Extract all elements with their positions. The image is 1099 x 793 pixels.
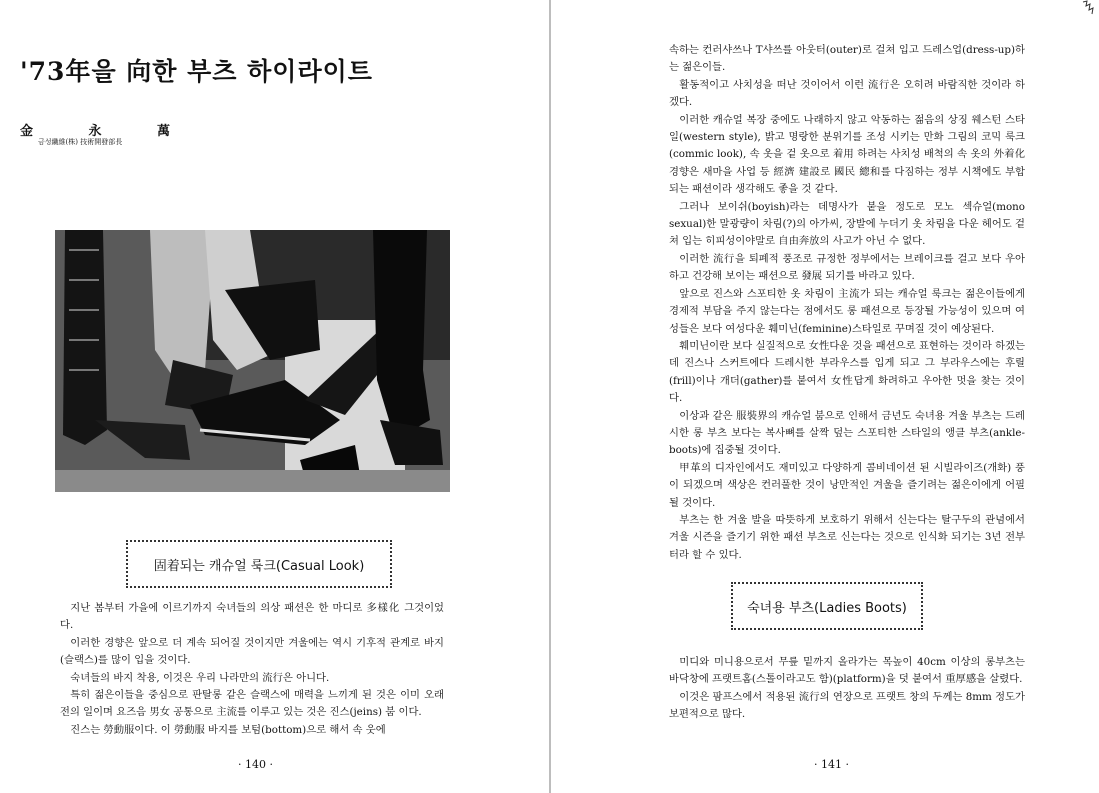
left-page [0, 0, 549, 793]
left-body-text [60, 600, 444, 739]
section-heading-box [126, 540, 392, 588]
right-page [551, 0, 1099, 793]
paragraph: 숙녀들의 바지 착용, 이것은 우리 나라만의 流行은 아니다. [70, 671, 330, 684]
paragraph: 이상과 같은 服裝界의 캐슈얼 붐으로 인해서 금년도 숙녀용 겨울 부츠는 드레시한 롱 부츠 보다는 복사뼈를 살짝 덮는 스포티한 스타일의 앵클 부츠(ankle-boots)에 집중될 것이다. [669, 409, 1025, 457]
author-char: 金 [20, 124, 34, 139]
paragraph: 특히 젊은이들을 중심으로 판탈롱 같은 슬랙스에 매력을 느끼게 된 것은 이미 오래 전의 일이며 요즈음 男女 공통으로 主流를 이루고 있는 것은 진스(jeins) 붐 이다. [60, 689, 444, 719]
paragraph: 이러한 流行을 퇴폐적 풍조로 규정한 정부에서는 브레이크를 걸고 보다 우아하고 건강해 보이는 패션으로 發展 되기를 바라고 있다. [669, 252, 1025, 283]
section-heading: 숙녀용 부츠(Ladies Boots) [743, 597, 911, 616]
scan-artifact-icon [1081, 0, 1095, 16]
section-heading: 固着되는 캐슈얼 룩크(Casual Look) [150, 555, 369, 574]
paragraph: 지난 봄부터 가을에 이르기까지 숙녀들의 의상 패션은 한 마디로 多樣化 그것이었다. [60, 602, 444, 632]
paragraph: 부츠는 한 겨울 발을 따뜻하게 보호하기 위해서 신는다는 탈구두의 관념에서 겨울 시즌을 즐기기 위한 패션 부츠로 신는다는 것으로 인식화 되기는 3년 전부터라 할 수 있다. [669, 513, 1025, 561]
paragraph: 미디와 미니용으로서 무릎 밑까지 올라가는 목높이 40cm 이상의 롱부츠는 바닥창에 프랫트홈(스톨이라고도 함)(platform)을 덧 붙여서 重厚感을 살렸다. [669, 656, 1025, 686]
paragraph: 이러한 경향은 앞으로 더 계속 되어질 것이지만 겨울에는 역시 기후적 관계로 바지(슬랙스)를 많이 입을 것이다. [60, 636, 444, 667]
page-number: · 141 · [814, 758, 849, 771]
paragraph: 훼미닌이란 보다 실질적으로 女性다운 것을 패션으로 표현하는 것이라 하겠는데 진스나 스커트에다 드레시한 부라우스를 입게 되고 그 부라우스에는 후릴(frill)이나 개더(gather)를 붙여서 女性답게 화려하고 우아한 멋을 찾는 것이다. [669, 339, 1025, 405]
paragraph: 甲革의 디자인에서도 재미있고 다양하게 콤비네이션 된 시빌라이즈(개화) 풍이 되겠으며 색상은 컨러풀한 것이 낭만적인 겨울을 즐기려는 젊은이에게 어필될 것이다. [669, 461, 1025, 509]
boots-photo-illustration [55, 230, 450, 492]
right-body-text-bottom [669, 654, 1025, 724]
author-char: 永 [88, 124, 102, 139]
author-char: 萬 [156, 124, 170, 139]
paragraph: 그러나 보이쉬(boyish)라는 데명사가 붙을 정도로 모노 섹슈얼(mono sexual)한 말광량이 차림(?)의 아가씨, 장발에 누더기 옷 차림을 다운 헤어도 겉쳐 입는 히피성이야말로 自由奔放의 사고가 아닌 수 없다. [669, 200, 1025, 248]
article-title: '73年을 向한 부츠 하이라이트 [20, 57, 373, 86]
page-number: · 140 · [238, 758, 273, 771]
boots-photo [55, 230, 450, 492]
paragraph: 진스는 勞動服이다. 이 勞動服 바지를 보텀(bottom)으로 해서 속 웃에 [70, 723, 386, 736]
paragraph: 속하는 컨러샤쓰나 T샤쓰를 아웃터(outer)로 걸쳐 입고 드레스업(dress-up)하는 젊은이들. [669, 44, 1025, 74]
author-affiliation: 금성纖維(株) 技術開發部長 [38, 138, 123, 146]
paragraph: 이러한 캐슈얼 복장 중에도 나래하지 않고 악동하는 젊음의 상징 웨스턴 스타일(western style), 밝고 명랑한 분위기를 조성 시키는 만화 그림의 코믹 룩크(commic look), 속 옷을 겉 옷으로 着用 하려는 사치성 배척의 속 옷의 外着化 경향은 새마을 사업 등 經濟 建設로 國民 總和를 다짐하는 정부 시책에도 부합되는 패션이라 생각해도 좋을 것 같다. [669, 113, 1025, 196]
section-heading-box [731, 582, 923, 630]
right-body-text-top [669, 42, 1025, 564]
paragraph: 활동적이고 사치성을 떠난 것이어서 이런 流行은 오히려 바람직한 것이라 하겠다. [669, 78, 1025, 109]
paragraph: 앞으로 진스와 스포티한 옷 차림이 主流가 되는 캐슈얼 룩크는 젊은이들에게 경제적 부담을 주지 않는다는 점에서도 롱 패션으로 등장될 가능성이 있으며 여성들은 보다 여성다운 훼미닌(feminine)스타일로 꾸며질 것이 예상된다. [669, 287, 1025, 335]
paragraph: 이것은 팜프스에서 적용된 流行의 연장으로 프랫트 창의 두께는 8mm 정도가 보편적으로 많다. [669, 690, 1025, 721]
